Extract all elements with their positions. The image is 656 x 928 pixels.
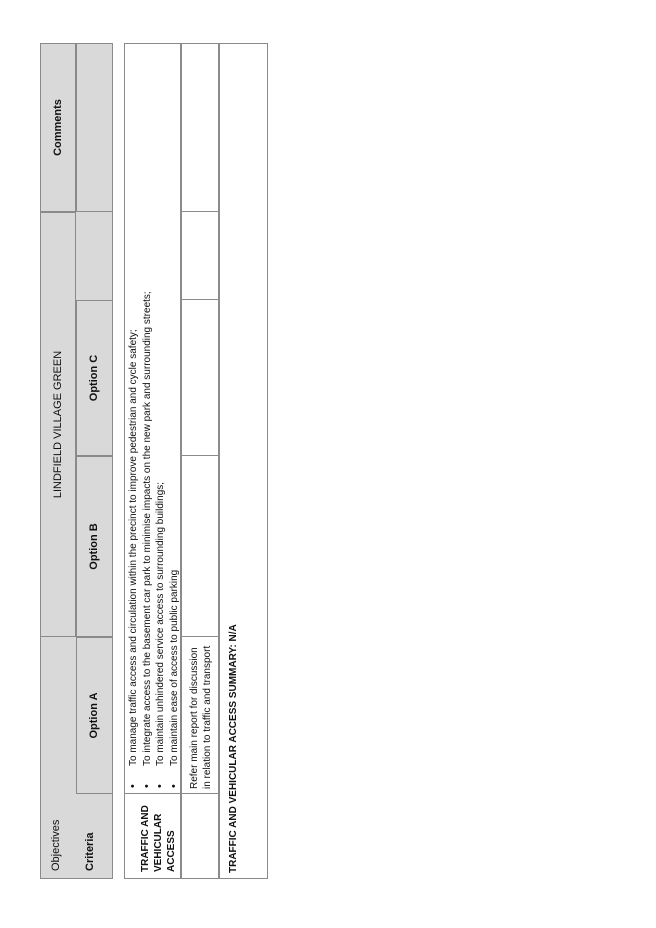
column-divider [182,793,220,794]
objective-item: • To integrate access to the basement car park to minimise impacts on the new park and surrounding streets; [141,291,155,788]
objectives-header: Objectives [50,819,62,871]
option-b-header: Option B [76,456,113,637]
column-divider [182,211,220,212]
criteria-header: Criteria [84,832,96,871]
traffic-summary: TRAFFIC AND VEHICULAR ACCESS SUMMARY: N/A [228,624,239,873]
option-c-header: Option C [76,300,113,456]
comments-header: Comments [40,43,76,212]
options-row [181,43,219,879]
comments-subheader-empty [76,43,113,212]
column-divider [125,793,182,794]
site-title-header: LINDFIELD VILLAGE GREEN [40,212,76,637]
objective-item: • To manage traffic access and circulation within the precinct to improve pedestrian and cycle safety; [127,291,141,788]
criteria-traffic-access: TRAFFIC AND VEHICULAR ACCESS [140,805,177,872]
rotated-document-page [40,43,268,879]
column-divider [182,299,220,300]
objectives-list [127,291,181,788]
objective-item: • To maintain unhindered service access to surrounding buildings; [154,291,168,788]
column-divider [182,636,220,637]
column-divider [182,455,220,456]
option-a-header: Option A [76,637,113,794]
option-a-note: Refer main report for discussion in relation to traffic and transport [189,645,213,789]
objective-item: • To maintain ease of access to public parking [168,291,182,788]
summary-row [219,43,268,879]
objectives-row [124,43,181,879]
